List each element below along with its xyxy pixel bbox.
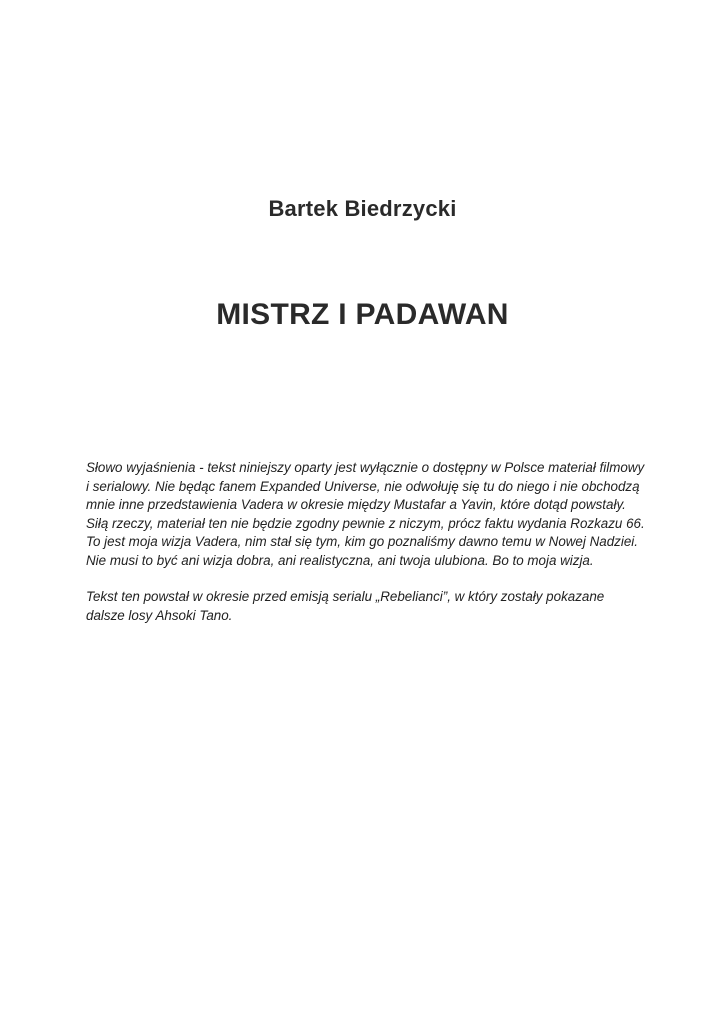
explanatory-note xyxy=(86,459,646,643)
document-title: MISTRZ I PADAWAN xyxy=(216,298,509,331)
note-paragraph: Słowo wyjaśnienia - tekst niniejszy oparty jest wyłącznie o dostępny w Polsce materiał filmowy i serialowy. Nie będąc fanem Expanded Universe, nie odwołuję się tu do niego i nie obchodzą mnie inne przedstawienia Vadera w okresie między Mustafar a Yavin, które dotąd powstały. Siłą rzeczy, materiał ten nie będzie zgodny pewnie z niczym, prócz faktu wydania Rozkazu 66. To jest moja wizja Vadera, nim stał się tym, kim go poznaliśmy dawno temu w Nowej Nadziei. Nie musi to być ani wizja dobra, ani realistyczna, ani twoja ulubiona. Bo to moja wizja. xyxy=(86,460,645,568)
author-name: Bartek Biedrzycki xyxy=(268,196,457,221)
note-paragraph: Tekst ten powstał w okresie przed emisją serialu „Rebelianci”, w który zostały pokazane dalsze losy Ahsoki Tano. xyxy=(86,589,605,623)
